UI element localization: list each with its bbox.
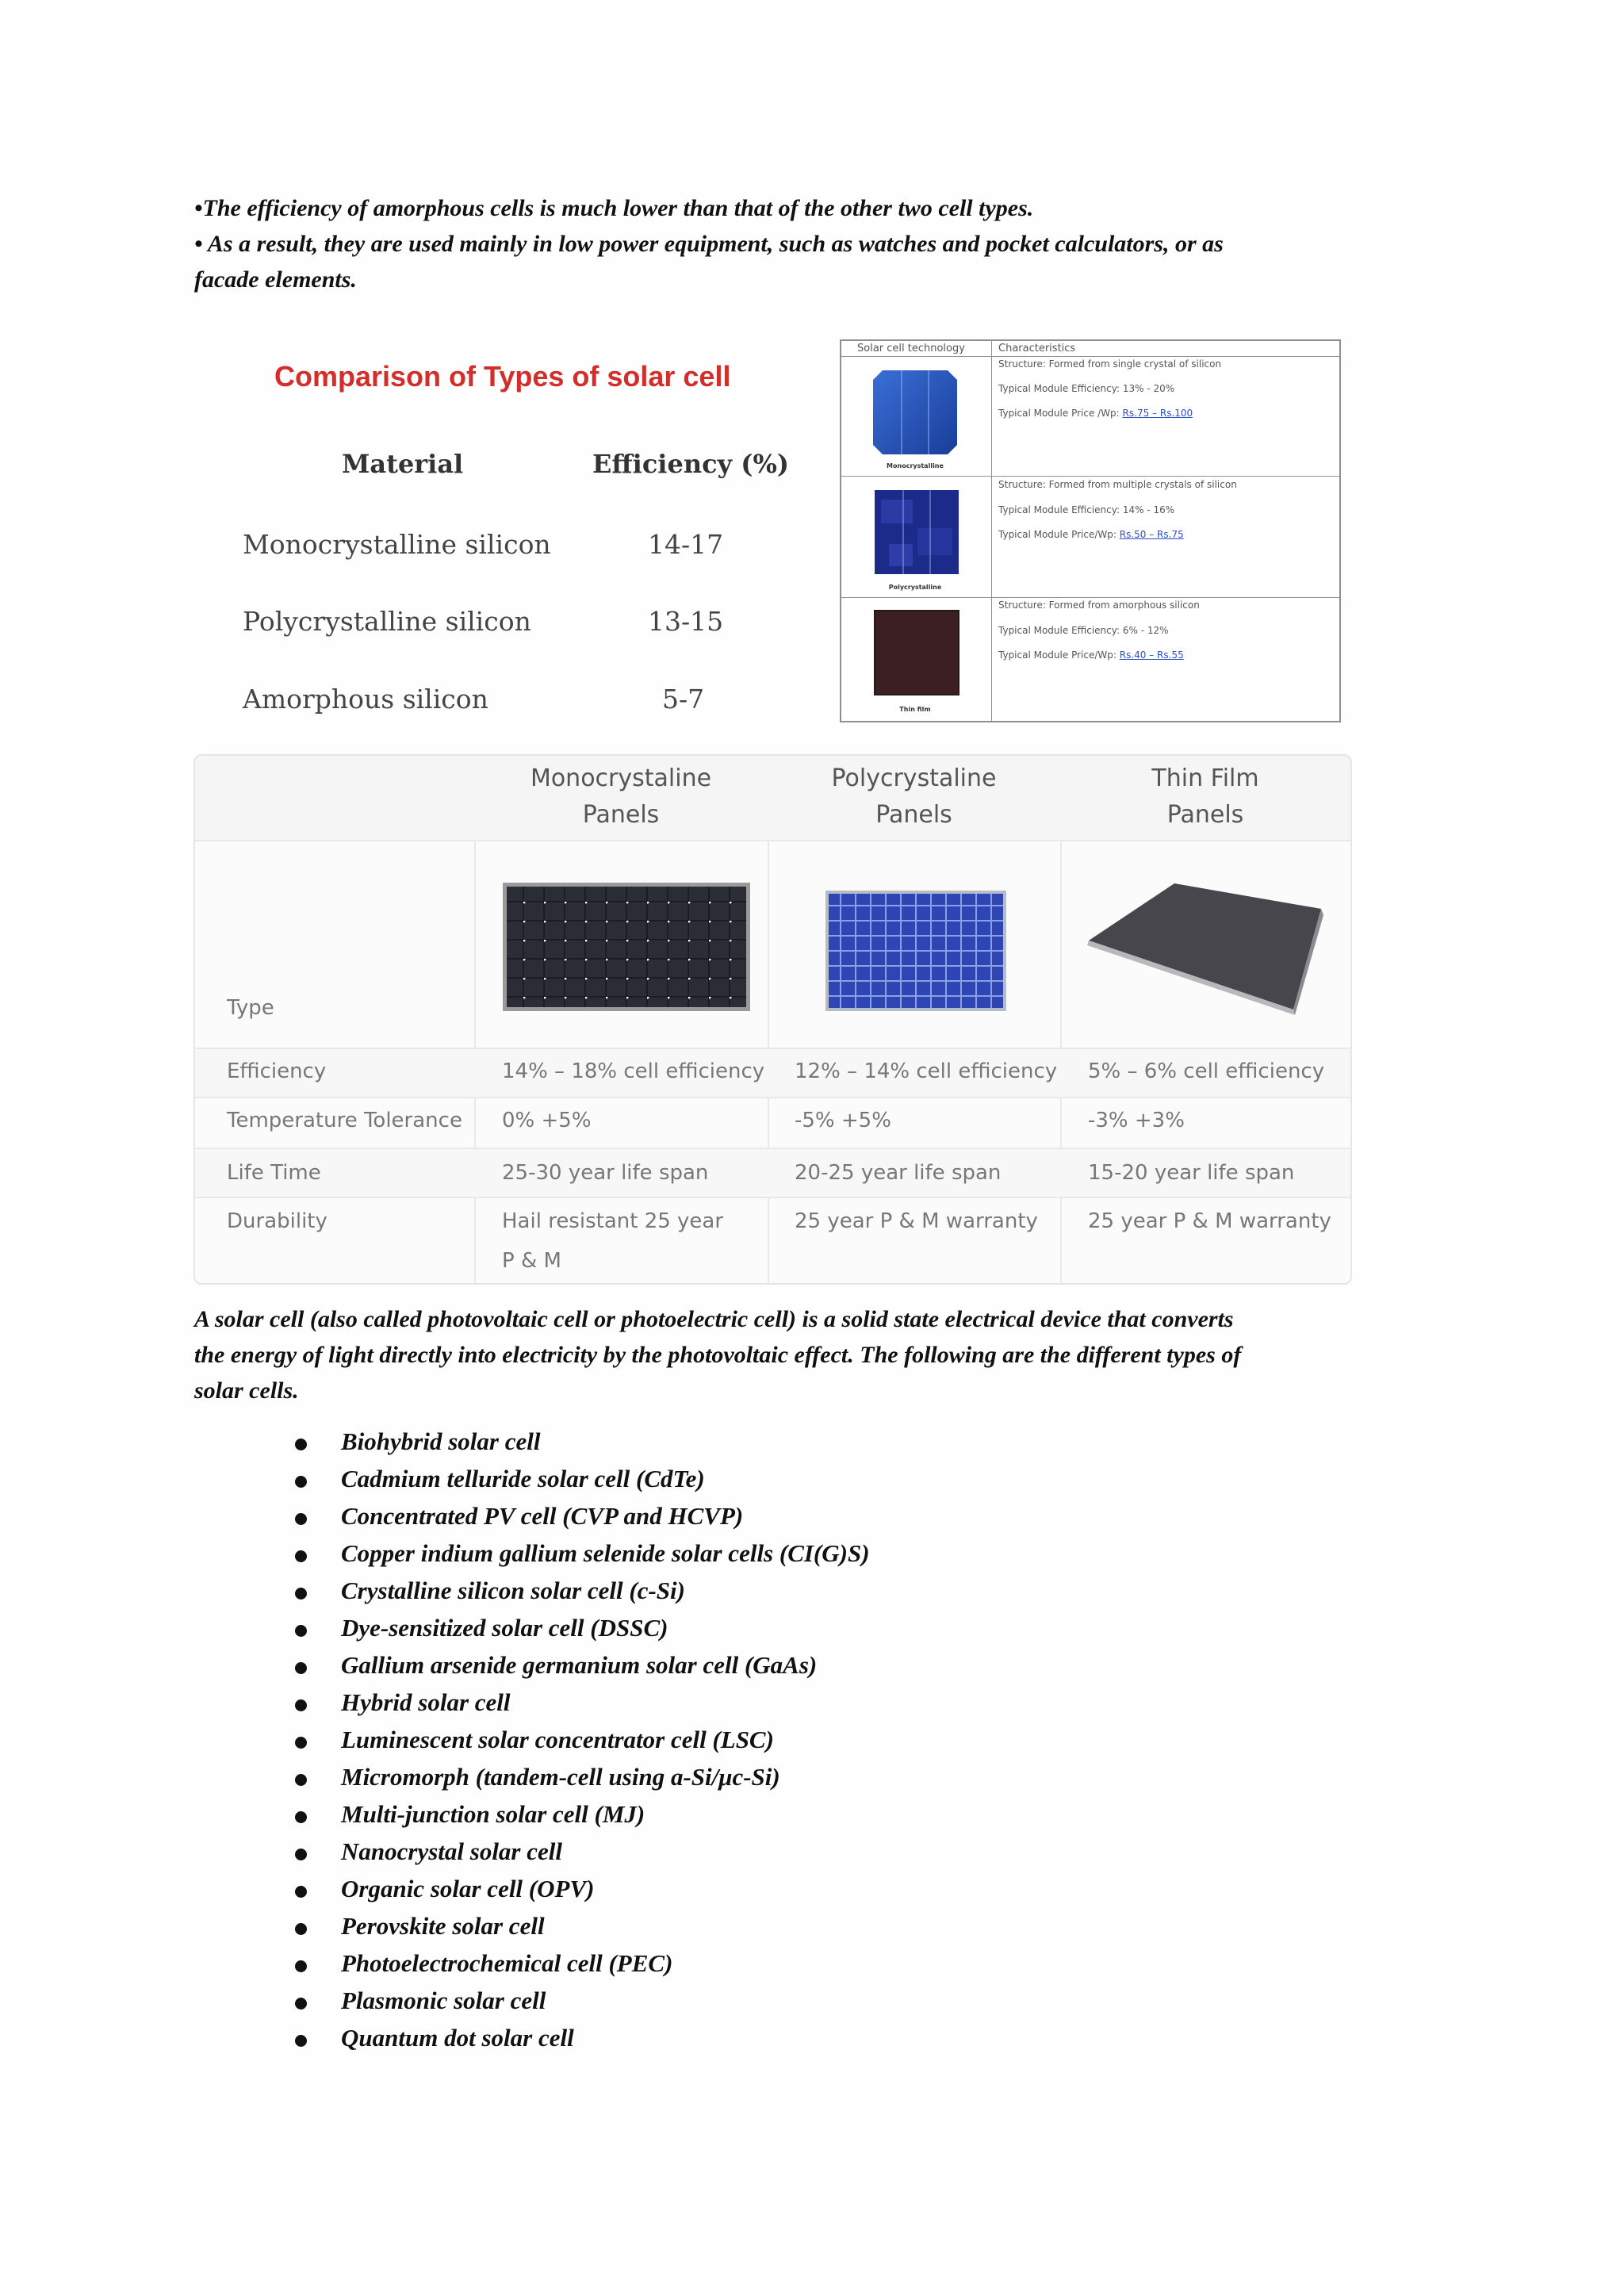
- bullet-icon: [295, 1513, 307, 1525]
- panel-header: Monocrystaline Panels: [530, 764, 712, 829]
- bullet-icon: [295, 1811, 307, 1823]
- technology-caption: Monocrystalline: [887, 462, 944, 469]
- polycrystalline-cell-image: [873, 489, 960, 576]
- row-label-life-time: Life Time: [227, 1161, 321, 1185]
- list-item: Concentrated PV cell (CVP and HCVP): [341, 1502, 743, 1531]
- bullet-icon: [295, 1998, 307, 2010]
- technology-caption: Thin film: [899, 706, 931, 713]
- technology-structure: Structure: Formed from single crystal of silicon: [998, 358, 1222, 370]
- list-item: Gallium arsenide germanium solar cell (GaAs): [341, 1651, 817, 1680]
- definition-paragraph: [194, 1301, 1241, 1408]
- intro-paragraph: [194, 190, 1224, 297]
- definition-line-3: solar cells.: [194, 1377, 299, 1404]
- comparison-efficiency: 14-17: [648, 529, 724, 560]
- price-link[interactable]: Rs.50 – Rs.75: [1119, 529, 1184, 540]
- technology-efficiency: Typical Module Efficiency: 13% - 20%: [998, 383, 1175, 394]
- bullet-icon: [295, 1849, 307, 1860]
- thin-film-cell-image: [873, 609, 960, 696]
- bullet-icon: [295, 1550, 307, 1562]
- bullet-icon: [295, 1699, 307, 1711]
- panel-value: 15-20 year life span: [1088, 1161, 1295, 1185]
- panel-value: 5% – 6% cell efficiency: [1088, 1059, 1325, 1083]
- definition-line-2: the energy of light directly into electricity by the photovoltaic effect. The following are the different types of: [194, 1342, 1242, 1368]
- list-item: Micromorph (tandem-cell using a-Si/μc-Si): [341, 1763, 780, 1791]
- technology-price-row: [998, 529, 1184, 540]
- monocrystalline-panel-image: [503, 883, 750, 1011]
- bullet-icon: [295, 2035, 307, 2047]
- panel-value: 20-25 year life span: [795, 1161, 1002, 1185]
- technology-structure: Structure: Formed from multiple crystals of silicon: [998, 479, 1237, 490]
- characteristics-header: Characteristics: [998, 343, 1076, 354]
- comparison-efficiency: 13-15: [648, 606, 724, 637]
- technology-efficiency: Typical Module Efficiency: 6% - 12%: [998, 625, 1169, 636]
- list-item: Copper indium gallium selenide solar cells (CI(G)S): [341, 1539, 870, 1568]
- technology-price-row: [998, 649, 1184, 661]
- polycrystalline-panel-image: [825, 891, 1006, 1011]
- panel-value: 12% – 14% cell efficiency: [795, 1059, 1058, 1083]
- bullet-icon: [295, 1625, 307, 1637]
- thin-film-panel-image: [1079, 879, 1325, 1021]
- bullet-icon: [295, 1923, 307, 1935]
- panel-value: -5% +5%: [795, 1109, 891, 1132]
- comparison-efficiency: 5-7: [662, 684, 705, 715]
- list-item: Dye-sensitized solar cell (DSSC): [341, 1614, 668, 1642]
- price-link[interactable]: Rs.40 – Rs.55: [1119, 649, 1184, 661]
- panel-value: 0% +5%: [502, 1109, 592, 1132]
- bullet-icon: [295, 1439, 307, 1450]
- row-label-type: Type: [227, 996, 274, 1020]
- list-item: Organic solar cell (OPV): [341, 1875, 594, 1903]
- list-item: Biohybrid solar cell: [341, 1427, 540, 1456]
- panel-value: 25-30 year life span: [502, 1161, 709, 1185]
- price-label: Typical Module Price/Wp:: [998, 649, 1116, 661]
- technology-price-row: [998, 408, 1193, 419]
- row-label-temperature: Temperature Tolerance: [227, 1109, 462, 1132]
- definition-line-1: A solar cell (also called photovoltaic cell or photoelectric cell) is a solid state electrical device that converts: [194, 1306, 1234, 1332]
- price-label: Typical Module Price/Wp:: [998, 529, 1116, 540]
- monocrystalline-cell-image: [871, 369, 959, 456]
- bullet-icon: [295, 1662, 307, 1674]
- panel-value: -3% +3%: [1088, 1109, 1185, 1132]
- row-label-durability: Durability: [227, 1209, 327, 1233]
- intro-line-2: • As a result, they are used mainly in low power equipment, such as watches and pocket calculators, or as: [194, 231, 1224, 257]
- panels-table: [193, 754, 1352, 1285]
- technology-structure: Structure: Formed from amorphous silicon: [998, 600, 1200, 611]
- list-item: Multi-junction solar cell (MJ): [341, 1800, 645, 1829]
- list-item: Photoelectrochemical cell (PEC): [341, 1949, 672, 1978]
- comparison-material: Polycrystalline silicon: [243, 606, 531, 637]
- technology-caption: Polycrystalline: [888, 584, 942, 591]
- comparison-header-material: Material: [342, 449, 464, 479]
- bullet-icon: [295, 1774, 307, 1786]
- comparison-header-efficiency: Efficiency (%): [592, 449, 789, 479]
- list-item: Perovskite solar cell: [341, 1912, 545, 1941]
- panel-header: Polycrystaline Panels: [831, 764, 997, 829]
- technology-efficiency: Typical Module Efficiency: 14% - 16%: [998, 504, 1175, 515]
- list-item: Nanocrystal solar cell: [341, 1837, 562, 1866]
- bullet-icon: [295, 1960, 307, 1972]
- comparison-material: Amorphous silicon: [243, 684, 488, 715]
- comparison-title: Comparison of Types of solar cell: [274, 360, 731, 393]
- technology-table: [840, 339, 1341, 722]
- bullet-icon: [295, 1588, 307, 1600]
- technology-header: Solar cell technology: [857, 343, 965, 354]
- list-item: Luminescent solar concentrator cell (LSC): [341, 1726, 774, 1754]
- row-label-efficiency: Efficiency: [227, 1059, 327, 1083]
- panel-value-continued: P & M: [502, 1249, 561, 1273]
- list-item: Cadmium telluride solar cell (CdTe): [341, 1465, 705, 1493]
- panel-value: Hail resistant 25 year: [502, 1209, 724, 1233]
- list-item: Plasmonic solar cell: [341, 1987, 546, 2015]
- bullet-icon: [295, 1737, 307, 1749]
- price-label: Typical Module Price /Wp:: [998, 408, 1120, 419]
- comparison-material: Monocrystalline silicon: [243, 529, 551, 560]
- panel-value: 25 year P & M warranty: [1088, 1209, 1331, 1233]
- bullet-icon: [295, 1476, 307, 1488]
- panel-header: Thin Film Panels: [1151, 764, 1259, 829]
- bullet-icon: [295, 1886, 307, 1898]
- list-item: Hybrid solar cell: [341, 1688, 511, 1717]
- list-item: Crystalline silicon solar cell (c-Si): [341, 1577, 685, 1605]
- intro-line-3: facade elements.: [194, 266, 357, 293]
- panel-value: 14% – 18% cell efficiency: [502, 1059, 765, 1083]
- price-link[interactable]: Rs.75 – Rs.100: [1122, 408, 1193, 419]
- intro-line-1: •The efficiency of amorphous cells is much lower than that of the other two cell types.: [194, 195, 1034, 221]
- list-item: Quantum dot solar cell: [341, 2024, 574, 2052]
- panel-value: 25 year P & M warranty: [795, 1209, 1038, 1233]
